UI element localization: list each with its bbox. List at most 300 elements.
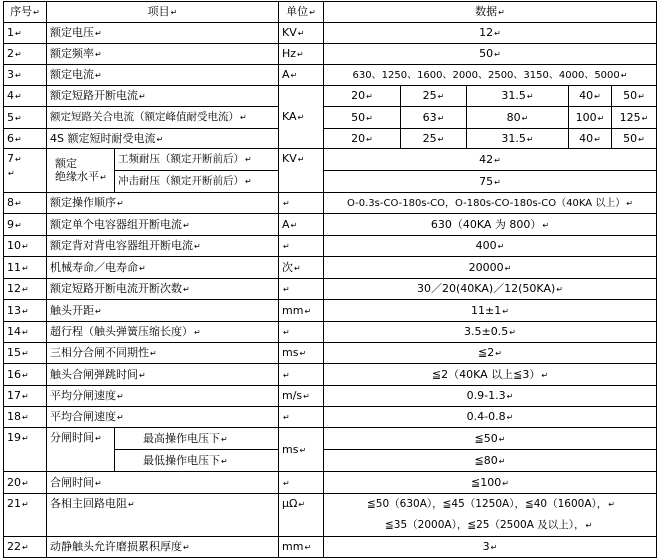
paragraph-mark: ↵ <box>290 220 298 230</box>
row-no <box>4 322 47 343</box>
row-no-text: 3 <box>7 68 14 81</box>
row-value <box>324 494 657 537</box>
row-value-text: ≦2 <box>478 346 495 359</box>
row-value <box>324 300 657 322</box>
paragraph-mark: ↵ <box>183 285 190 294</box>
value-cell <box>467 86 569 107</box>
row-value-text: 630、1250、1600、2000、2500、3150、4000、5000 <box>352 69 620 81</box>
paragraph-mark: ↵ <box>541 370 549 380</box>
row-no <box>4 86 47 107</box>
row-value <box>324 279 657 300</box>
paragraph-mark: ↵ <box>22 328 29 337</box>
row-unit-text: KV <box>282 152 297 165</box>
table-row <box>4 149 657 171</box>
row-item-text: 超行程（触头弹簧压缩长度） <box>50 325 193 338</box>
row-unit <box>279 214 324 236</box>
row-subitem-text: 最低操作电压下 <box>143 453 220 467</box>
paragraph-mark: ↵ <box>15 220 22 230</box>
table-row <box>4 428 657 450</box>
paragraph-mark: ↵ <box>497 242 505 251</box>
header-data-text: 数据 <box>475 5 498 18</box>
paragraph-mark: ↵ <box>22 285 29 294</box>
row-unit <box>279 65 324 86</box>
paragraph-mark: ↵ <box>638 92 645 101</box>
paragraph-mark: ↵ <box>150 349 157 358</box>
row-item-text: 额定电流 <box>50 68 94 81</box>
row-subitem-text: 冲击耐压（额定开断前后） <box>118 175 244 187</box>
row-item <box>47 279 279 300</box>
paragraph-mark: ↵ <box>22 263 29 273</box>
paragraph-mark: ↵ <box>509 328 516 337</box>
paragraph-mark: ↵ <box>504 263 512 273</box>
paragraph-mark: ↵ <box>183 543 190 552</box>
row-unit-text: mm <box>282 303 304 317</box>
table-row <box>4 300 657 322</box>
row-value <box>324 149 657 171</box>
row-unit-text: ms <box>282 442 299 456</box>
row-no <box>4 44 47 65</box>
row-item <box>47 214 279 236</box>
value-text: 31.5 <box>501 89 526 102</box>
row-value-text: O-0.3s-CO-180s-CO，O-180s-CO-180s-CO（40KA 以上） <box>347 197 626 209</box>
paragraph-mark: ↵ <box>608 500 615 509</box>
row-no <box>4 257 47 279</box>
row-subitem <box>115 171 279 193</box>
row-no <box>4 537 47 558</box>
paragraph-mark: ↵ <box>297 113 305 122</box>
row-item <box>47 65 279 86</box>
table-row <box>4 364 657 386</box>
header-item <box>47 2 279 23</box>
header-unit <box>279 2 324 23</box>
row-item <box>47 300 279 322</box>
paragraph-mark: ↵ <box>15 199 22 208</box>
row-subitem-text: 最高操作电压下 <box>143 431 220 445</box>
paragraph-mark: ↵ <box>297 155 305 164</box>
row-value-text: 400 <box>475 239 497 252</box>
paragraph-mark: ↵ <box>542 220 550 230</box>
paragraph-mark: ↵ <box>15 155 22 164</box>
row-value-text: 75 <box>479 174 494 188</box>
value-text: 25 <box>422 131 437 145</box>
value-text: 31.5 <box>501 131 526 145</box>
table-row <box>4 44 657 65</box>
row-item-text: 额定背对背电容器组开断电流 <box>50 239 193 252</box>
paragraph-mark: ↵ <box>22 543 29 552</box>
row-no-text: 12 <box>7 282 21 295</box>
row-no-text: 18 <box>7 410 21 423</box>
row-value <box>324 537 657 558</box>
paragraph-mark: ↵ <box>620 70 628 80</box>
row-unit <box>279 23 324 44</box>
paragraph-mark: ↵ <box>498 8 505 17</box>
value-cell <box>612 129 657 149</box>
paragraph-mark: ↵ <box>117 413 124 422</box>
row-value-text: ≦100 <box>471 475 502 489</box>
paragraph-mark: ↵ <box>139 370 146 380</box>
paragraph-mark: ↵ <box>366 134 373 144</box>
value-text: 20 <box>351 89 366 102</box>
row-subitem <box>115 450 279 472</box>
row-value-text: ≦50 <box>474 431 498 445</box>
row-item <box>47 129 279 149</box>
paragraph-mark: ↵ <box>139 263 146 273</box>
row-item-text: 机械寿命／电寿命 <box>50 260 138 274</box>
paragraph-mark: ↵ <box>495 349 502 358</box>
paragraph-mark: ↵ <box>304 543 312 552</box>
paragraph-mark: ↵ <box>597 113 605 123</box>
table-row <box>4 86 657 107</box>
row-item-text: 额定短路开断电流开断次数 <box>50 282 182 295</box>
header-no <box>4 2 47 23</box>
paragraph-mark: ↵ <box>494 177 501 187</box>
row-no-text: 11 <box>7 260 21 274</box>
paragraph-mark: ↵ <box>309 8 316 17</box>
value-cell <box>324 129 401 149</box>
table-row <box>4 214 657 236</box>
value-text: 50 <box>623 89 638 102</box>
paragraph-mark: ↵ <box>526 92 534 101</box>
row-no <box>4 214 47 236</box>
row-unit-text: A <box>282 217 290 231</box>
paragraph-mark: ↵ <box>22 306 29 316</box>
row-value-line <box>327 494 653 515</box>
row-item-text: 额定电压 <box>50 26 94 39</box>
spec-table <box>3 1 657 558</box>
row-no <box>4 236 47 257</box>
row-value-text: 42 <box>479 152 494 166</box>
paragraph-mark: ↵ <box>245 155 252 164</box>
row-no-text: 16 <box>7 367 21 381</box>
table-row <box>4 193 657 214</box>
row-value-text: 0.4-0.8 <box>466 410 506 423</box>
value-cell <box>569 107 612 129</box>
row-unit-text: m/s <box>282 389 303 402</box>
row-unit <box>279 364 324 386</box>
row-value <box>324 343 657 364</box>
row-unit <box>279 343 324 364</box>
paragraph-mark: ↵ <box>366 113 373 123</box>
row-unit-text: μΩ <box>282 497 298 510</box>
value-cell <box>324 107 401 129</box>
paragraph-mark: ↵ <box>221 456 228 466</box>
paragraph-mark: ↵ <box>494 50 501 59</box>
table-row <box>4 537 657 558</box>
row-value-text: 50 <box>479 47 494 60</box>
row-item-text: 绝缘水平 <box>55 170 99 183</box>
row-no <box>4 23 47 44</box>
row-no <box>4 279 47 300</box>
paragraph-mark: ↵ <box>626 198 633 208</box>
row-no-text: 6 <box>7 131 14 145</box>
value-text: 125 <box>619 110 641 124</box>
paragraph-mark: ↵ <box>139 92 146 101</box>
value-text: 63 <box>422 110 437 124</box>
row-value-text: ≦50（630A），≦45（1250A），≦40（1600A）， <box>367 498 608 510</box>
row-value <box>324 23 657 44</box>
paragraph-mark: ↵ <box>521 113 529 123</box>
row-unit-text: KV <box>282 26 297 39</box>
row-item-text: 各相主回路电阻 <box>50 497 127 510</box>
row-value <box>324 407 657 428</box>
row-unit <box>279 236 324 257</box>
row-value <box>324 65 657 86</box>
row-unit <box>279 537 324 558</box>
paragraph-mark: ↵ <box>15 50 22 59</box>
row-item-text: 平均分闸速度 <box>50 389 116 402</box>
row-no-text: 20 <box>7 475 21 489</box>
row-value <box>324 257 657 279</box>
value-text: 40 <box>579 131 594 145</box>
value-cell <box>467 129 569 149</box>
paragraph-mark: ↵ <box>494 155 501 165</box>
row-item-text: 触头合闸弹跳时间 <box>50 367 138 381</box>
row-item-text: 触头开距 <box>50 303 94 317</box>
paragraph-mark: ↵ <box>585 521 593 530</box>
row-item-text: 合闸时间 <box>50 475 94 489</box>
paragraph-mark: ↵ <box>498 434 506 444</box>
row-value-text: 20000 <box>468 260 504 274</box>
table-row <box>4 107 657 129</box>
row-value <box>324 386 657 407</box>
row-no-text: 1 <box>7 26 14 39</box>
table-row <box>4 23 657 44</box>
row-no-text: 15 <box>7 346 21 359</box>
row-no-text: 14 <box>7 325 21 338</box>
header-row <box>4 2 657 23</box>
row-value <box>324 44 657 65</box>
paragraph-mark: ↵ <box>156 134 164 144</box>
table-row <box>4 472 657 494</box>
row-unit-text: ms <box>282 346 299 359</box>
row-no-text: 9 <box>7 217 14 231</box>
row-no-text: 5 <box>7 110 14 124</box>
row-item <box>47 322 279 343</box>
row-value-text: 0.9-1.3 <box>466 389 506 402</box>
table-row <box>4 407 657 428</box>
paragraph-mark: ↵ <box>128 500 135 509</box>
value-text: 20 <box>351 131 366 145</box>
row-item-text: 额定操作顺序 <box>50 196 116 209</box>
row-item-text: 分闸时间 <box>50 431 94 444</box>
paragraph-mark: ↵ <box>15 113 22 123</box>
row-item <box>47 364 279 386</box>
row-item <box>47 428 115 472</box>
paragraph-mark: ↵ <box>594 134 601 144</box>
paragraph-mark: ↵ <box>502 306 509 316</box>
paragraph-mark: ↵ <box>638 134 645 144</box>
paragraph-mark: ↵ <box>294 263 301 273</box>
row-item-text: 三相分合闸不同期性 <box>50 346 149 359</box>
paragraph-mark: ↵ <box>194 328 201 337</box>
paragraph-mark: ↵ <box>437 134 445 144</box>
row-item <box>47 257 279 279</box>
value-cell <box>612 107 657 129</box>
row-item-text: 额定短路开断电流 <box>50 89 138 102</box>
row-no <box>4 107 47 129</box>
row-subitem-text: 工频耐压（额定开断前后） <box>118 153 244 165</box>
row-unit <box>279 407 324 428</box>
value-text: 50 <box>623 131 638 145</box>
row-no-text: 17 <box>7 389 21 402</box>
paragraph-mark: ↵ <box>117 392 124 401</box>
paragraph-mark: ↵ <box>95 434 102 443</box>
paragraph-mark: ↵ <box>170 8 178 17</box>
paragraph-mark: ↵ <box>22 434 29 443</box>
table-row <box>4 257 657 279</box>
row-no <box>4 428 47 472</box>
paragraph-mark: ↵ <box>283 478 290 488</box>
paragraph-mark: ↵ <box>283 413 290 422</box>
row-value <box>324 364 657 386</box>
paragraph-mark: ↵ <box>299 349 307 358</box>
table-row <box>4 129 657 149</box>
row-item-text: 额定单个电容器组开断电流 <box>50 217 182 231</box>
row-subitem <box>115 428 279 450</box>
row-value <box>324 428 657 450</box>
row-no-text: 2 <box>7 47 14 60</box>
row-item-text: 平均合闸速度 <box>50 410 116 423</box>
row-value <box>324 472 657 494</box>
paragraph-mark: ↵ <box>22 370 29 380</box>
paragraph-mark: ↵ <box>22 349 29 358</box>
row-item-text: 额定 <box>55 157 77 170</box>
row-item <box>47 107 279 129</box>
row-subitem <box>115 149 279 171</box>
row-no <box>4 494 47 537</box>
paragraph-mark: ↵ <box>245 177 252 186</box>
row-item <box>47 86 279 107</box>
row-unit <box>279 86 324 149</box>
row-unit-text: 次 <box>282 260 293 274</box>
paragraph-mark: ↵ <box>502 478 509 488</box>
row-value <box>324 214 657 236</box>
row-value-text: 3.5±0.5 <box>464 325 509 338</box>
row-value <box>324 322 657 343</box>
paragraph-mark: ↵ <box>95 306 102 316</box>
table-row <box>4 65 657 86</box>
table-row <box>4 386 657 407</box>
row-unit <box>279 257 324 279</box>
paragraph-mark: ↵ <box>15 29 22 38</box>
paragraph-mark: ↵ <box>297 50 304 59</box>
paragraph-mark: ↵ <box>437 92 445 101</box>
paragraph-mark: ↵ <box>506 413 514 422</box>
row-unit-text: mm <box>282 540 304 553</box>
table-row <box>4 494 657 537</box>
row-item <box>47 537 279 558</box>
value-cell <box>569 86 612 107</box>
paragraph-mark: ↵ <box>221 434 228 444</box>
row-no <box>4 407 47 428</box>
row-no <box>4 149 47 193</box>
row-item <box>47 44 279 65</box>
row-no <box>4 343 47 364</box>
paragraph-mark: ↵ <box>303 392 310 401</box>
value-cell <box>612 86 657 107</box>
paragraph-mark: ↵ <box>22 413 29 422</box>
value-text: 100 <box>575 110 597 124</box>
paragraph-mark: ↵ <box>556 285 563 294</box>
paragraph-mark: ↵ <box>299 445 307 455</box>
table-row <box>4 236 657 257</box>
row-value-text: ≦2（40KA 以上≦3） <box>431 367 541 381</box>
row-value-line <box>327 515 653 536</box>
paragraph-mark: ↵ <box>117 199 124 208</box>
paragraph-mark: ↵ <box>490 543 498 552</box>
row-no <box>4 65 47 86</box>
paragraph-mark: ↵ <box>366 92 373 101</box>
table-row <box>4 279 657 300</box>
row-no-text: 4 <box>7 89 14 102</box>
row-value-text: 30／20(40KA)／12(50KA) <box>417 282 556 295</box>
row-unit <box>279 428 324 472</box>
row-item-text: 额定短路关合电流（额定峰值耐受电流） <box>50 111 239 123</box>
paragraph-mark: ↵ <box>526 134 534 144</box>
row-value-text: 12 <box>479 26 494 39</box>
row-unit <box>279 300 324 322</box>
row-no <box>4 472 47 494</box>
row-no-text: 13 <box>7 303 21 317</box>
row-item <box>47 407 279 428</box>
table-row <box>4 343 657 364</box>
value-cell <box>467 107 569 129</box>
row-value <box>324 193 657 214</box>
row-unit <box>279 386 324 407</box>
paragraph-mark: ↵ <box>100 173 107 182</box>
paragraph-mark: ↵ <box>95 29 102 38</box>
row-no <box>4 300 47 322</box>
paragraph-mark: ↵ <box>304 306 312 316</box>
paragraph-mark: ↵ <box>283 242 290 251</box>
row-no <box>4 129 47 149</box>
paragraph-mark: ↵ <box>95 71 102 80</box>
row-unit <box>279 44 324 65</box>
header-data <box>324 2 657 23</box>
paragraph-mark: ↵ <box>283 328 290 337</box>
row-item <box>47 386 279 407</box>
value-cell <box>569 129 612 149</box>
paragraph-mark: ↵ <box>194 242 201 251</box>
value-cell <box>401 86 467 107</box>
paragraph-mark: ↵ <box>33 8 40 17</box>
row-no <box>4 364 47 386</box>
header-no-text: 序号 <box>10 5 33 18</box>
paragraph-mark: ↵ <box>22 478 29 488</box>
value-cell <box>324 86 401 107</box>
paragraph-mark: ↵ <box>437 113 445 123</box>
row-item <box>47 494 279 537</box>
value-text: 25 <box>422 89 437 102</box>
paragraph-mark: ↵ <box>283 199 290 208</box>
paragraph-mark: ↵ <box>15 92 22 101</box>
paragraph-mark: ↵ <box>283 285 290 294</box>
value-text: 80 <box>506 110 521 124</box>
row-value <box>324 171 657 193</box>
row-unit <box>279 193 324 214</box>
row-unit <box>279 494 324 537</box>
row-no <box>4 386 47 407</box>
value-text: 40 <box>579 89 594 102</box>
paragraph-mark: ↵ <box>298 500 306 509</box>
row-no-text: 22 <box>7 540 21 553</box>
row-item <box>47 236 279 257</box>
row-no-text: 10 <box>7 239 21 252</box>
row-value-text: 11±1 <box>471 303 502 317</box>
row-value-text: ≦35（2000A），≦25（2500A 及以上）， <box>385 519 585 531</box>
value-text: 50 <box>351 110 366 124</box>
value-cell <box>401 107 467 129</box>
